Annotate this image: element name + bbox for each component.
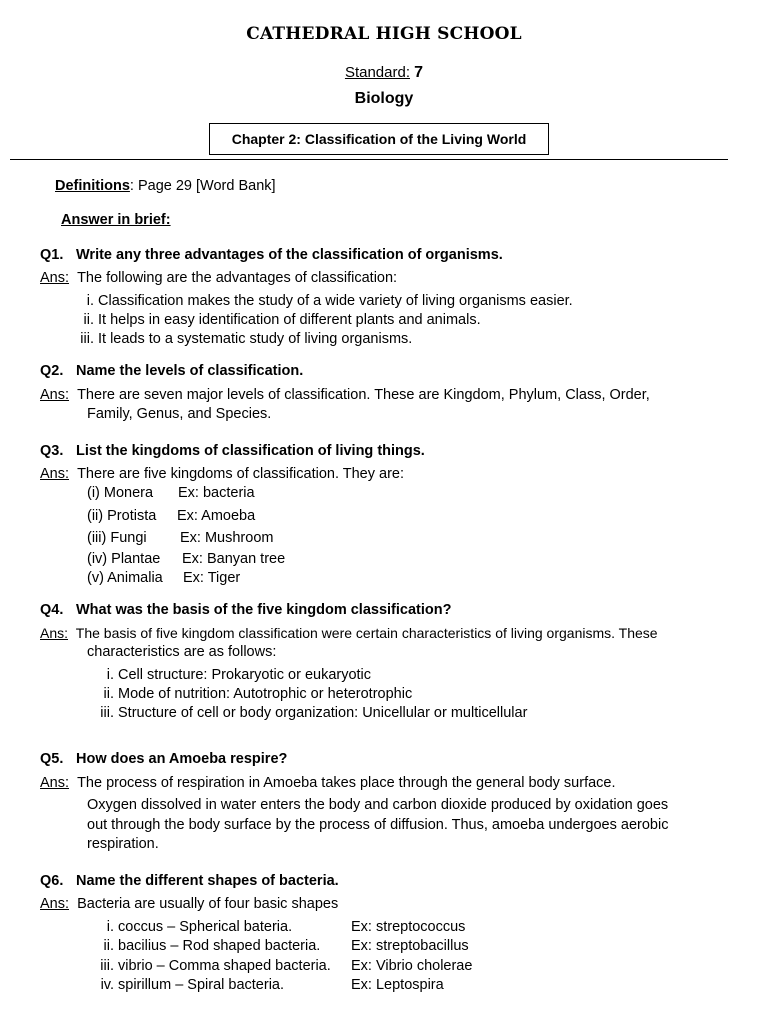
question-3 bbox=[40, 443, 425, 459]
list-item: ii. bacilius – Rod shaped bacteria. Ex: streptobacillus bbox=[103, 938, 469, 954]
question-number: Q6. bbox=[40, 873, 64, 889]
answer-5 bbox=[40, 775, 616, 791]
ans-label: Ans: bbox=[40, 775, 70, 791]
definitions-label: Definitions bbox=[55, 178, 130, 194]
list-item: i. Cell structure: Prokaryotic or eukaryotic bbox=[106, 667, 372, 683]
question-number: Q2. bbox=[40, 363, 64, 379]
answer-text: The following are the advantages of classification: bbox=[77, 270, 398, 286]
list-item: iv. spirillum – Spiral bacteria. Ex: Leptospira bbox=[100, 977, 444, 993]
list-item: ii. It helps in easy identification of different plants and animals. bbox=[83, 312, 481, 328]
question-text: List the kingdoms of classification of living things. bbox=[76, 443, 425, 459]
list-item: iii. vibrio – Comma shaped bacteria. Ex: Vibrio cholerae bbox=[100, 958, 473, 974]
list-item: (iii) Fungi Ex: Mushroom bbox=[87, 530, 274, 546]
ans-label: Ans: bbox=[40, 387, 70, 403]
question-text: How does an Amoeba respire? bbox=[76, 751, 288, 767]
question-text: Name the levels of classification. bbox=[76, 363, 304, 379]
answer-1 bbox=[40, 270, 397, 286]
answer-text: out through the body surface by the process of diffusion. Thus, amoeba undergoes aerobic bbox=[87, 817, 669, 833]
list-item: iii. Structure of cell or body organization: Unicellular or multicellular bbox=[100, 705, 528, 721]
question-4 bbox=[40, 602, 451, 618]
header-divider bbox=[10, 159, 728, 160]
definitions-line bbox=[55, 178, 276, 194]
standard-line bbox=[0, 64, 768, 82]
question-5 bbox=[40, 751, 287, 767]
chapter-title: Chapter 2: Classification of the Living World bbox=[231, 131, 527, 147]
ans-label: Ans: bbox=[40, 270, 70, 286]
answer-text: Family, Genus, and Species. bbox=[87, 406, 272, 422]
section-title: Answer in brief: bbox=[61, 212, 171, 228]
question-6 bbox=[40, 873, 339, 889]
question-text: Name the different shapes of bacteria. bbox=[76, 873, 339, 889]
list-item: i. Classification makes the study of a wide variety of living organisms easier. bbox=[86, 293, 573, 309]
answer-text: There are seven major levels of classification. These are Kingdom, Phylum, Class, Order, bbox=[77, 387, 650, 403]
list-item: (ii) Protista Ex: Amoeba bbox=[87, 508, 256, 524]
question-text: Write any three advantages of the classification of organisms. bbox=[76, 247, 503, 263]
list-item: i. coccus – Spherical bateria. Ex: streptococcus bbox=[106, 919, 466, 935]
answer-text: There are five kingdoms of classification. They are: bbox=[77, 466, 405, 482]
list-item: (v) Animalia Ex: Tiger bbox=[87, 570, 241, 586]
list-item: (i) Monera Ex: bacteria bbox=[87, 485, 255, 501]
question-number: Q1. bbox=[40, 247, 64, 263]
question-number: Q5. bbox=[40, 751, 64, 767]
answer-2 bbox=[40, 387, 650, 403]
list-item: iii. It leads to a systematic study of living organisms. bbox=[80, 331, 413, 347]
answer-text: respiration. bbox=[87, 836, 159, 852]
standard-value: 7 bbox=[414, 64, 424, 81]
question-2 bbox=[40, 363, 303, 379]
question-1 bbox=[40, 247, 503, 263]
ans-label: Ans: bbox=[40, 625, 69, 641]
answer-3 bbox=[40, 466, 404, 482]
answer-text: Bacteria are usually of four basic shapes bbox=[77, 896, 339, 912]
answer-4 bbox=[40, 625, 658, 641]
question-number: Q4. bbox=[40, 602, 64, 618]
list-item: ii. Mode of nutrition: Autotrophic or heterotrophic bbox=[103, 686, 413, 702]
ans-label: Ans: bbox=[40, 466, 70, 482]
chapter-title-box bbox=[209, 123, 549, 155]
subject-title: Biology bbox=[354, 90, 414, 107]
list-item: (iv) Plantae Ex: Banyan tree bbox=[87, 551, 286, 567]
ans-label: Ans: bbox=[40, 896, 70, 912]
definitions-text: : Page 29 [Word Bank] bbox=[129, 178, 276, 194]
answer-text: The basis of five kingdom classification were certain characteristics of living organisms. These bbox=[75, 625, 658, 641]
answer-text: characteristics are as follows: bbox=[87, 644, 277, 660]
question-text: What was the basis of the five kingdom classification? bbox=[76, 602, 452, 618]
question-number: Q3. bbox=[40, 443, 64, 459]
school-name: CATHEDRAL HIGH SCHOOL bbox=[246, 24, 522, 44]
answer-text: The process of respiration in Amoeba takes place through the general body surface. bbox=[77, 775, 616, 791]
answer-6 bbox=[40, 896, 338, 912]
standard-label: Standard: bbox=[344, 64, 410, 81]
answer-text: Oxygen dissolved in water enters the body and carbon dioxide produced by oxidation goes bbox=[87, 797, 669, 813]
